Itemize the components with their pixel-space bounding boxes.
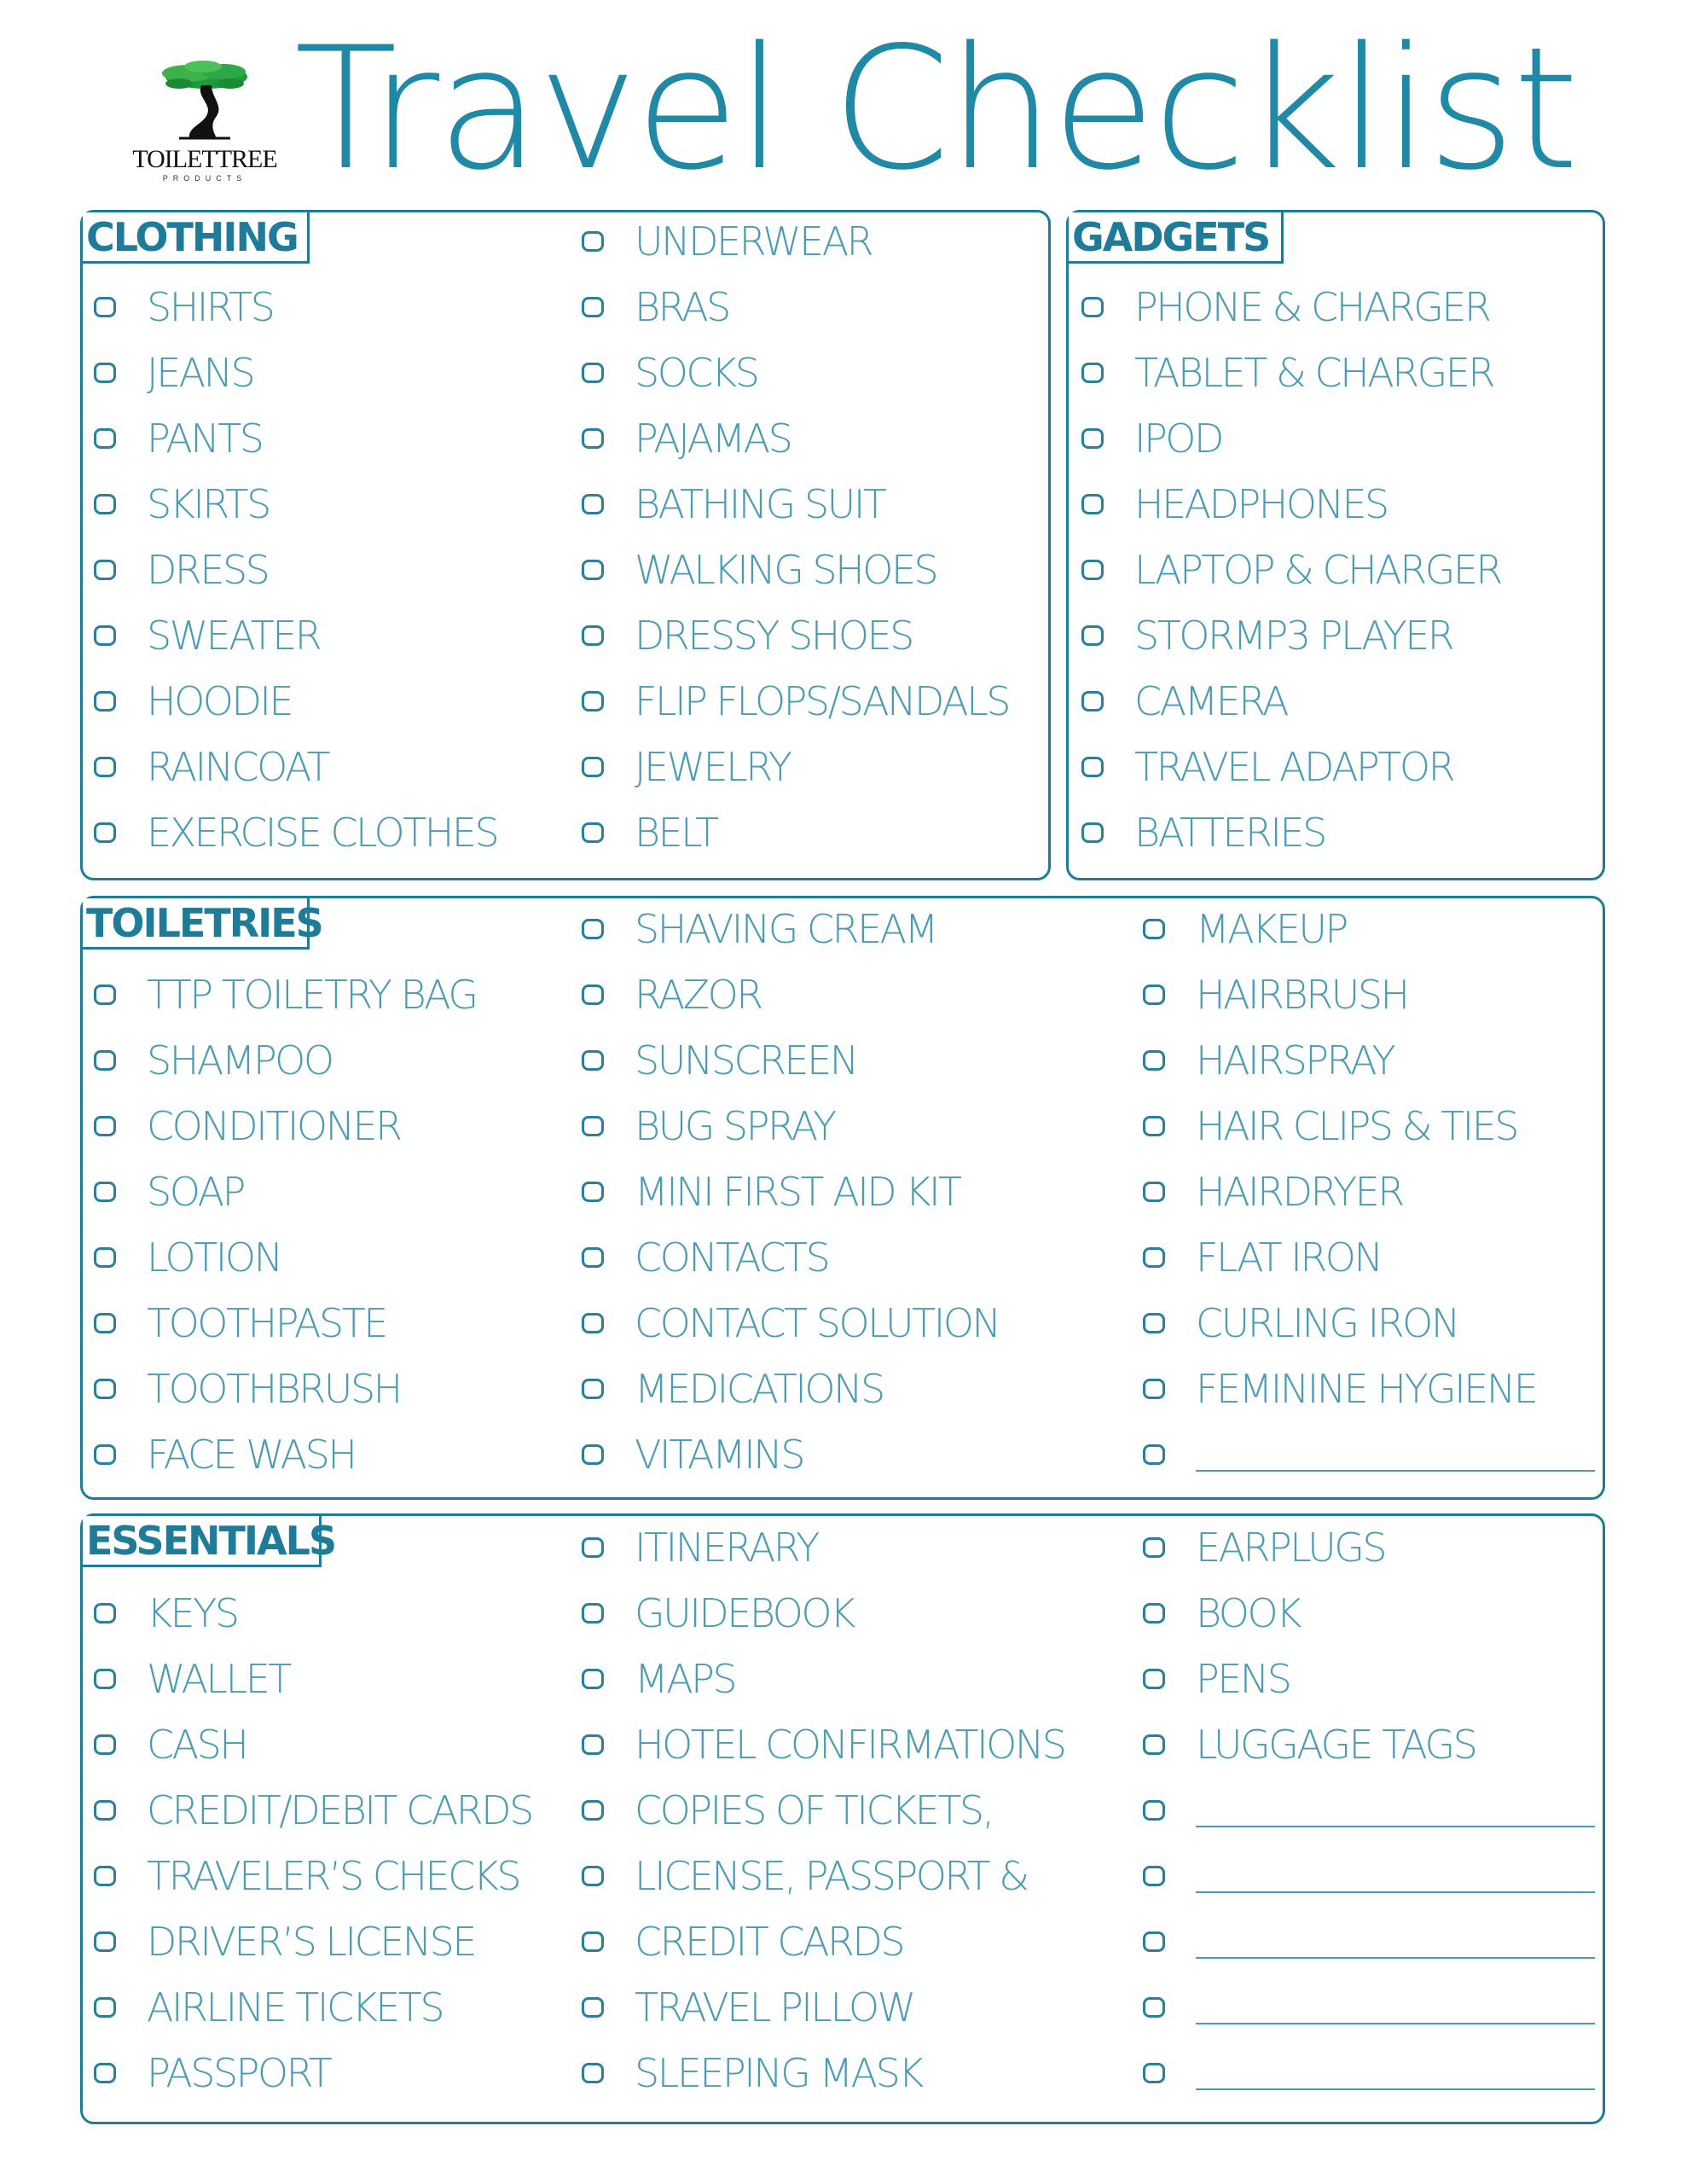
checklist-item-label: JEWELRY (635, 744, 791, 790)
checklist-item-label: PENS (1196, 1656, 1290, 1702)
blank-write-in-line[interactable] (1196, 1891, 1595, 1893)
checklist-item (1143, 1850, 1595, 1902)
checklist-item-label: KEYS (147, 1590, 238, 1636)
checklist-item (582, 676, 1009, 727)
checkbox[interactable] (94, 625, 116, 646)
checkbox[interactable] (94, 1734, 116, 1755)
checklist-item-label: CONDITIONER (147, 1103, 401, 1149)
checklist-item (94, 544, 268, 595)
checklist-item (582, 1101, 835, 1152)
checklist-item (94, 1101, 401, 1152)
checklist-item (582, 1522, 818, 1573)
checkbox[interactable] (94, 691, 116, 712)
checklist-item-label: TOOTHPASTE (147, 1300, 386, 1346)
blank-write-in-line[interactable] (1196, 1470, 1595, 1472)
checkbox[interactable] (1143, 1603, 1165, 1623)
checklist-item-label: CURLING IRON (1196, 1300, 1458, 1346)
checklist-item-label: TABLET & CHARGER (1134, 350, 1493, 396)
checklist-item-label: SHAMPOO (147, 1037, 333, 1083)
checklist-item (94, 1719, 246, 1770)
checklist-item (1081, 282, 1489, 333)
checklist-item-label: FACE WASH (147, 1432, 356, 1478)
checklist-item (1143, 1719, 1475, 1770)
checkbox[interactable] (1081, 691, 1104, 712)
checkbox[interactable] (1143, 1669, 1165, 1689)
checklist-item (94, 676, 292, 727)
checkbox[interactable] (582, 1734, 604, 1755)
checklist-item (94, 610, 320, 661)
checklist-item-label: FLAT IRON (1196, 1234, 1382, 1281)
checkbox[interactable] (94, 1800, 116, 1821)
logo-brand: TOILETTREE (132, 145, 277, 173)
checkbox[interactable] (582, 494, 604, 514)
checklist-item (582, 1298, 999, 1349)
checkbox[interactable] (1143, 2063, 1165, 2083)
checkbox[interactable] (582, 1379, 604, 1399)
checklist-item (582, 1850, 1028, 1902)
checklist-item (1143, 1588, 1300, 1639)
checkbox[interactable] (1143, 1050, 1165, 1071)
checklist-item-label: TTP TOILETRY BAG (147, 972, 477, 1018)
checkbox[interactable] (582, 1537, 604, 1558)
checkbox[interactable] (1081, 560, 1104, 580)
checklist-item (1143, 1101, 1517, 1152)
checkbox[interactable] (94, 1866, 116, 1886)
checklist-item-label: VITAMINS (635, 1432, 803, 1478)
checklist-item (94, 347, 253, 398)
blank-write-in-line[interactable] (1196, 1957, 1595, 1959)
checklist-item (582, 1916, 903, 1967)
checkbox[interactable] (1143, 1800, 1165, 1821)
checklist-item-label: AIRLINE TICKETS (147, 1984, 443, 2030)
checklist-item-label: SHAVING CREAM (635, 906, 936, 952)
checklist-item (94, 1429, 355, 1480)
checklist-item-label: HAIRSPRAY (1196, 1037, 1394, 1083)
checklist-item (1143, 1982, 1595, 2033)
checklist-item-label: MAKEUP (1196, 906, 1347, 952)
checklist-item (1081, 544, 1501, 595)
checkbox[interactable] (582, 2063, 604, 2083)
checklist-item-label: TRAVEL ADAPTOR (1134, 744, 1454, 790)
checkbox[interactable] (94, 757, 116, 777)
checkbox[interactable] (94, 494, 116, 514)
checklist-item-label: DRESS (147, 547, 269, 593)
checkbox[interactable] (582, 560, 604, 580)
checkbox[interactable] (94, 297, 116, 317)
checklist-item (94, 1785, 532, 1836)
checklist-item (1143, 1298, 1458, 1349)
blank-write-in-line[interactable] (1196, 1826, 1595, 1827)
blank-write-in-line[interactable] (1196, 2088, 1595, 2090)
checklist-item-label: CONTACTS (635, 1234, 829, 1281)
checklist-item-label: SOAP (147, 1169, 244, 1215)
checklist-item-label: SHIRTS (147, 284, 274, 330)
checkbox[interactable] (1143, 919, 1165, 939)
checkbox[interactable] (582, 363, 604, 383)
checklist-item-label: SKIRTS (147, 481, 270, 527)
checklist-item (1143, 1363, 1536, 1414)
checklist-item-label: BELT (635, 810, 717, 856)
checkbox[interactable] (1081, 494, 1104, 514)
checklist-item (582, 413, 791, 464)
checklist-item-label: CONTACT SOLUTION (635, 1300, 1000, 1346)
checklist-item (1081, 347, 1493, 398)
checklist-item (94, 413, 262, 464)
checkbox[interactable] (1143, 1997, 1165, 2018)
checkbox[interactable] (1081, 625, 1104, 646)
checkbox[interactable] (582, 822, 604, 843)
checklist-item-label: LAPTOP & CHARGER (1134, 547, 1501, 593)
checkbox[interactable] (94, 1444, 116, 1465)
checkbox[interactable] (94, 1182, 116, 1202)
checkbox[interactable] (582, 691, 604, 712)
checkbox[interactable] (94, 363, 116, 383)
checklist-item-label: PHONE & CHARGER (1134, 284, 1490, 330)
checkbox[interactable] (582, 757, 604, 777)
checkbox[interactable] (1143, 1182, 1165, 1202)
checkbox[interactable] (94, 1379, 116, 1399)
checkbox[interactable] (94, 822, 116, 843)
section-label-toiletries: TOILETRIES (83, 898, 310, 950)
checklist-item-label: PANTS (147, 415, 263, 462)
checkbox[interactable] (94, 1931, 116, 1952)
checklist-item-label: WALKING SHOES (635, 547, 937, 593)
checklist-item (1143, 1785, 1595, 1836)
checklist-item-label: PASSPORT (147, 2050, 331, 2096)
checklist-item (582, 1653, 735, 1705)
checkbox[interactable] (94, 1313, 116, 1333)
checklist-item-label: BUG SPRAY (635, 1103, 835, 1149)
checkbox[interactable] (582, 1997, 604, 2018)
checkbox[interactable] (94, 560, 116, 580)
checklist-item-label: MINI FIRST AID KIT (635, 1169, 960, 1215)
checkbox[interactable] (1081, 363, 1104, 383)
checkbox[interactable] (582, 1931, 604, 1952)
checklist-item-label: JEANS (147, 350, 254, 396)
checkbox[interactable] (582, 1444, 604, 1465)
checkbox[interactable] (1081, 428, 1104, 449)
toilettree-logo (128, 60, 281, 196)
checklist-item-label: STORMP3 PLAYER (1134, 613, 1453, 659)
checkbox[interactable] (94, 985, 116, 1005)
checklist-item (582, 2048, 922, 2099)
checklist-item (1143, 1653, 1290, 1705)
checkbox[interactable] (94, 1669, 116, 1689)
checklist-item-label: CREDIT/DEBIT CARDS (147, 1787, 532, 1833)
checklist-item (582, 1588, 854, 1639)
checklist-item-label: IPOD (1134, 415, 1222, 462)
tree-icon (128, 60, 281, 145)
checkbox[interactable] (582, 1313, 604, 1333)
checkbox[interactable] (582, 1800, 604, 1821)
checkbox[interactable] (1143, 1379, 1165, 1399)
checklist-item-label: WALLET (147, 1656, 290, 1702)
checklist-item (582, 544, 936, 595)
blank-write-in-line[interactable] (1196, 2023, 1595, 2024)
checkbox[interactable] (1143, 1537, 1165, 1558)
checkbox[interactable] (582, 1116, 604, 1136)
checklist-item (94, 1232, 281, 1283)
checkbox[interactable] (1081, 297, 1104, 317)
checklist-item (1143, 2048, 1595, 2099)
checklist-item (1081, 807, 1325, 858)
checklist-item (582, 479, 884, 530)
checklist-item-label: COPIES OF TICKETS, (635, 1787, 993, 1833)
checkbox[interactable] (1081, 822, 1104, 843)
checklist-item-label: TRAVEL PILLOW (635, 1984, 914, 2030)
checklist-item (582, 216, 872, 267)
logo-subtext: PRODUCTS (162, 174, 247, 183)
checkbox[interactable] (582, 1247, 604, 1268)
checklist-item (582, 282, 729, 333)
section-label-gadgets: GADGETS (1069, 212, 1284, 264)
checklist-item-label: LUGGAGE TAGS (1196, 1722, 1476, 1768)
checkbox[interactable] (1143, 1116, 1165, 1136)
checkbox[interactable] (94, 1247, 116, 1268)
checklist-item-label: BOOK (1196, 1590, 1300, 1636)
checklist-item (582, 1363, 884, 1414)
section-label-clothing: CLOTHING (83, 212, 310, 264)
checklist-item (1081, 610, 1452, 661)
checklist-item-label: RAZOR (635, 972, 762, 1018)
checklist-item (94, 282, 273, 333)
checkbox[interactable] (1143, 1313, 1165, 1333)
checklist-item (1143, 1522, 1385, 1573)
checkbox[interactable] (94, 1603, 116, 1623)
checkbox[interactable] (582, 1603, 604, 1623)
checkbox[interactable] (1081, 757, 1104, 777)
checklist-item-label: DRIVER’S LICENSE (147, 1919, 475, 1965)
checkbox[interactable] (94, 2063, 116, 2083)
checkbox[interactable] (94, 1050, 116, 1071)
checklist-item-label: SLEEPING MASK (635, 2050, 922, 2096)
checklist-item-label: HAIRDRYER (1196, 1169, 1403, 1215)
checklist-item-label: FEMININE HYGIENE (1196, 1366, 1537, 1412)
checklist-item-label: PAJAMAS (635, 415, 791, 462)
checklist-item (582, 807, 717, 858)
checkbox[interactable] (1143, 1247, 1165, 1268)
checklist-item-label: TOOTHBRUSH (147, 1366, 401, 1412)
checklist-item-label: ITINERARY (635, 1525, 818, 1571)
checklist-item-label: RAINCOAT (147, 744, 329, 790)
checklist-item (1143, 1916, 1595, 1967)
checklist-item (582, 903, 936, 955)
checklist-item (1081, 479, 1388, 530)
checklist-item (582, 610, 913, 661)
checklist-item (94, 807, 497, 858)
checklist-item (582, 1785, 993, 1836)
checkbox[interactable] (582, 919, 604, 939)
checklist-item (94, 1166, 244, 1217)
checklist-item (94, 969, 477, 1020)
checklist-item (1081, 413, 1222, 464)
checkbox[interactable] (582, 428, 604, 449)
checklist-item (1081, 676, 1287, 727)
checklist-item (94, 1363, 401, 1414)
checklist-item-label: CAMERA (1134, 678, 1287, 724)
checklist-item-label: BRAS (635, 284, 729, 330)
checklist-item-label: DRESSY SHOES (635, 613, 913, 659)
checklist-item (94, 1982, 443, 2033)
checklist-item-label: SWEATER (147, 613, 321, 659)
checklist-item-label: UNDERWEAR (635, 218, 872, 264)
checklist-item-label: HOODIE (147, 678, 293, 724)
checkbox[interactable] (1143, 1866, 1165, 1886)
checkbox[interactable] (1143, 985, 1165, 1005)
checklist-item (582, 1035, 857, 1086)
checklist-item-label: SOCKS (635, 350, 758, 396)
checklist-item (1143, 1232, 1381, 1283)
checklist-item-label: CASH (147, 1722, 247, 1768)
checklist-item (582, 1166, 960, 1217)
checklist-item-label: BATTERIES (1134, 810, 1325, 856)
checklist-item (582, 741, 790, 793)
checkbox[interactable] (582, 625, 604, 646)
checkbox[interactable] (582, 231, 604, 252)
checklist-item (1143, 903, 1347, 955)
checkbox[interactable] (582, 1182, 604, 1202)
checklist-item (582, 1429, 803, 1480)
checklist-item (94, 479, 270, 530)
checklist-item (94, 1035, 333, 1086)
checkbox[interactable] (94, 428, 116, 449)
checklist-item-label: FLIP FLOPS/SANDALS (635, 678, 1009, 724)
checklist-item-label: SUNSCREEN (635, 1037, 857, 1083)
checklist-item-label: MEDICATIONS (635, 1366, 884, 1412)
checklist-item (1081, 741, 1453, 793)
checklist-item-label: HOTEL CONFIRMATIONS (635, 1722, 1065, 1768)
checklist-item-label: EARPLUGS (1196, 1525, 1386, 1571)
checkbox[interactable] (94, 1997, 116, 2018)
checklist-item (94, 1916, 475, 1967)
checklist-item (582, 969, 762, 1020)
checklist-item (94, 1298, 386, 1349)
section-label-essentials: ESSENTIALS (83, 1516, 322, 1567)
checklist-item-label: HEADPHONES (1134, 481, 1388, 527)
checklist-item (1143, 1035, 1394, 1086)
checklist-item (1143, 1429, 1595, 1480)
checklist-item-label: HAIR CLIPS & TIES (1196, 1103, 1518, 1149)
checkbox[interactable] (1143, 1931, 1165, 1952)
checklist-item-label: EXERCISE CLOTHES (147, 810, 498, 856)
checkbox[interactable] (94, 1116, 116, 1136)
checkbox[interactable] (582, 985, 604, 1005)
checkbox[interactable] (582, 1866, 604, 1886)
checkbox[interactable] (1143, 1734, 1165, 1755)
checklist-item-label: CREDIT CARDS (635, 1919, 904, 1965)
checklist-item-label: BATHING SUIT (635, 481, 885, 527)
checklist-item-label: TRAVELER’S CHECKS (147, 1853, 520, 1899)
checkbox[interactable] (582, 1050, 604, 1071)
checklist-item (1143, 1166, 1403, 1217)
checklist-item-label: LICENSE, PASSPORT & (635, 1853, 1028, 1899)
checklist-item-label: GUIDEBOOK (635, 1590, 854, 1636)
checklist-item (582, 347, 757, 398)
checklist-item (94, 2048, 330, 2099)
checklist-item-label: LOTION (147, 1234, 281, 1281)
checklist-item (1143, 969, 1408, 1020)
checklist-item-label: HAIRBRUSH (1196, 972, 1408, 1018)
checklist-item (582, 1232, 828, 1283)
checkbox[interactable] (1143, 1444, 1165, 1465)
checkbox[interactable] (582, 297, 604, 317)
checklist-item (94, 741, 328, 793)
checklist-item (582, 1982, 914, 2033)
checkbox[interactable] (582, 1669, 604, 1689)
checklist-item (94, 1653, 290, 1705)
page-title: Travel Checklist (294, 10, 1577, 207)
checklist-item (94, 1588, 238, 1639)
checklist-item (94, 1850, 519, 1902)
checklist-item (582, 1719, 1065, 1770)
checklist-item-label: MAPS (635, 1656, 736, 1702)
